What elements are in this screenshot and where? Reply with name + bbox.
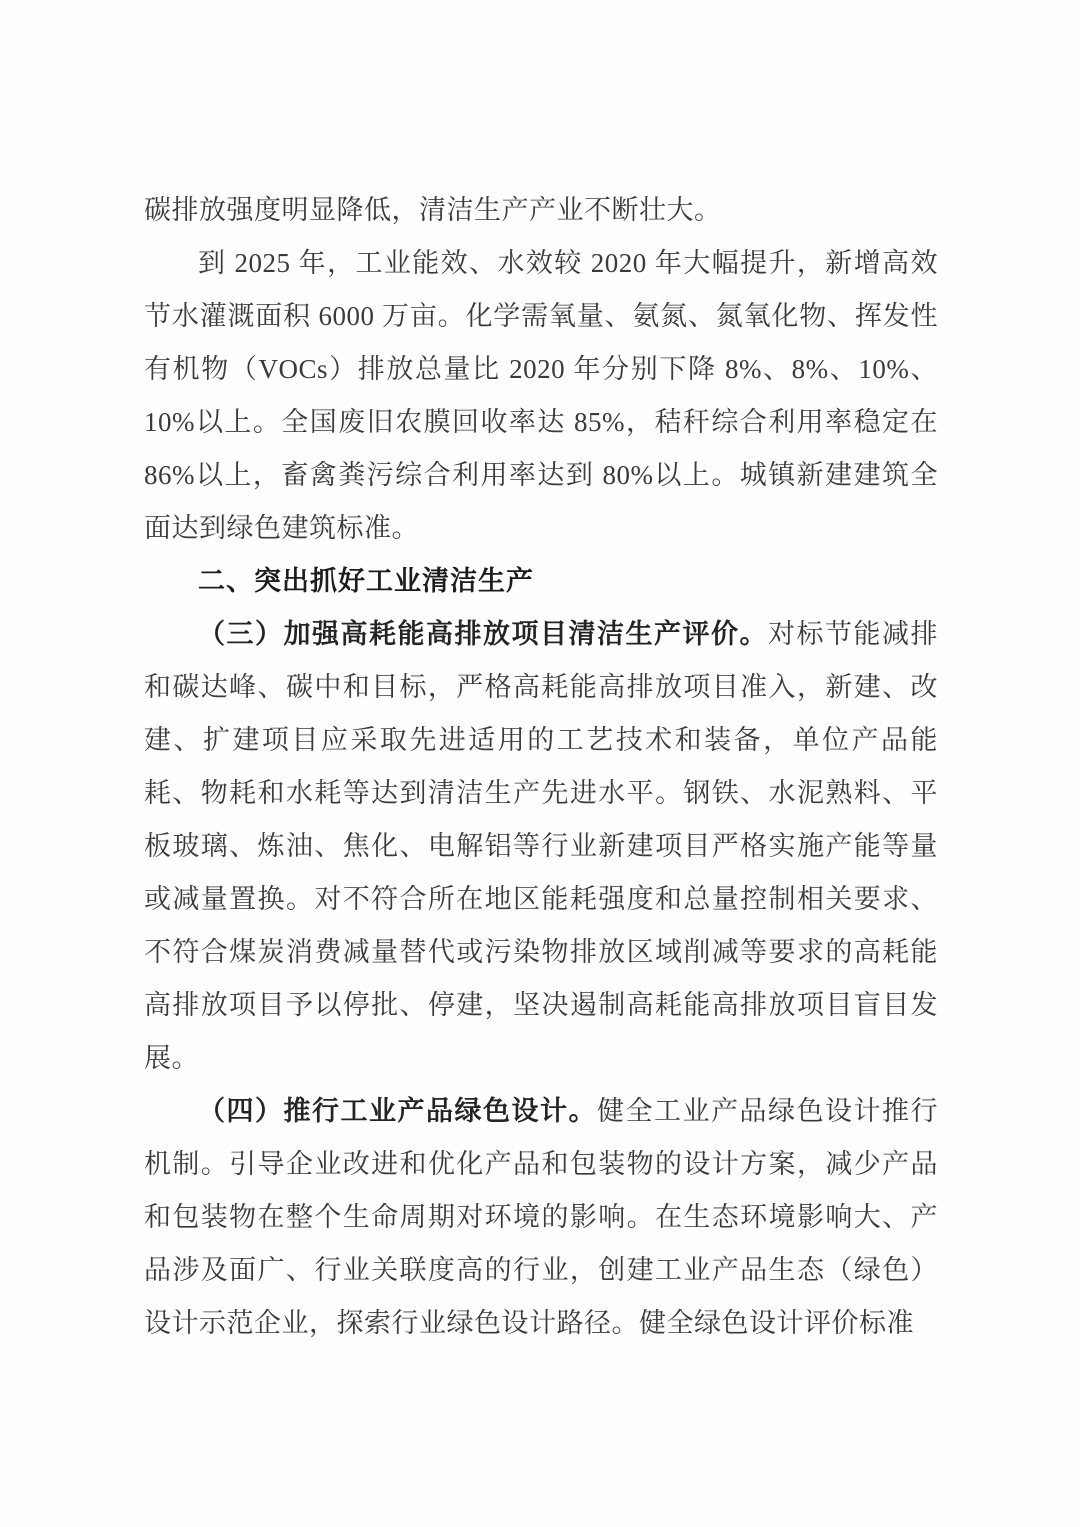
clause-3-body: 对标节能减排和碳达峰、碳中和目标，严格高耗能高排放项目准入，新建、改建、扩建项目应采取先进适用的工艺技术和装备，单位产品能耗、物耗和水耗等达到清洁生产先进水平。钢铁、水泥熟料、平板玻璃、炼油、焦化、电解铝等行业新建项目严格实施产能等量或减量置换。对不符合所在地区能耗强度和总量控制相关要求、不符合煤炭消费减量替代或污染物排放区域削减等要求的高耗能高排放项目予以停批、停建，坚决遏制高耗能高排放项目盲目发展。 [144, 619, 938, 1073]
clause-3-paragraph [144, 608, 938, 1085]
section-heading [144, 555, 938, 608]
paragraph-text: 到 2025 年，工业能效、水效较 2020 年大幅提升，新增高效节水灌溉面积 6000 万亩。化学需氧量、氨氮、氮氧化物、挥发性有机物（VOCs）排放总量比 2020 年分别下降 8%、8%、10%、10%以上。全国废旧农膜回收率达 85%，秸秆综合利用率稳定在 86%以上，畜禽粪污综合利用率达到 80%以上。城镇新建建筑全面达到绿色建筑标准。 [144, 248, 938, 543]
paragraph-carbon-intensity [144, 184, 938, 237]
paragraph-2025-targets [144, 237, 938, 555]
clause-4-body: 健全工业产品绿色设计推行机制。引导企业改进和优化产品和包装物的设计方案，减少产品和包装物在整个生命周期对环境的影响。在生态环境影响大、产品涉及面广、行业关联度高的行业，创建工业产品生态（绿色）设计示范企业，探索行业绿色设计路径。健全绿色设计评价标准 [144, 1096, 938, 1338]
paragraph-text: 碳排放强度明显降低，清洁生产产业不断壮大。 [144, 195, 722, 225]
clause-3-lead: （三）加强高耗能高排放项目清洁生产评价。 [198, 619, 768, 649]
clause-4-paragraph [144, 1085, 938, 1350]
section-heading-text: 二、突出抓好工业清洁生产 [198, 566, 534, 596]
clause-4-lead: （四）推行工业产品绿色设计。 [198, 1096, 597, 1126]
